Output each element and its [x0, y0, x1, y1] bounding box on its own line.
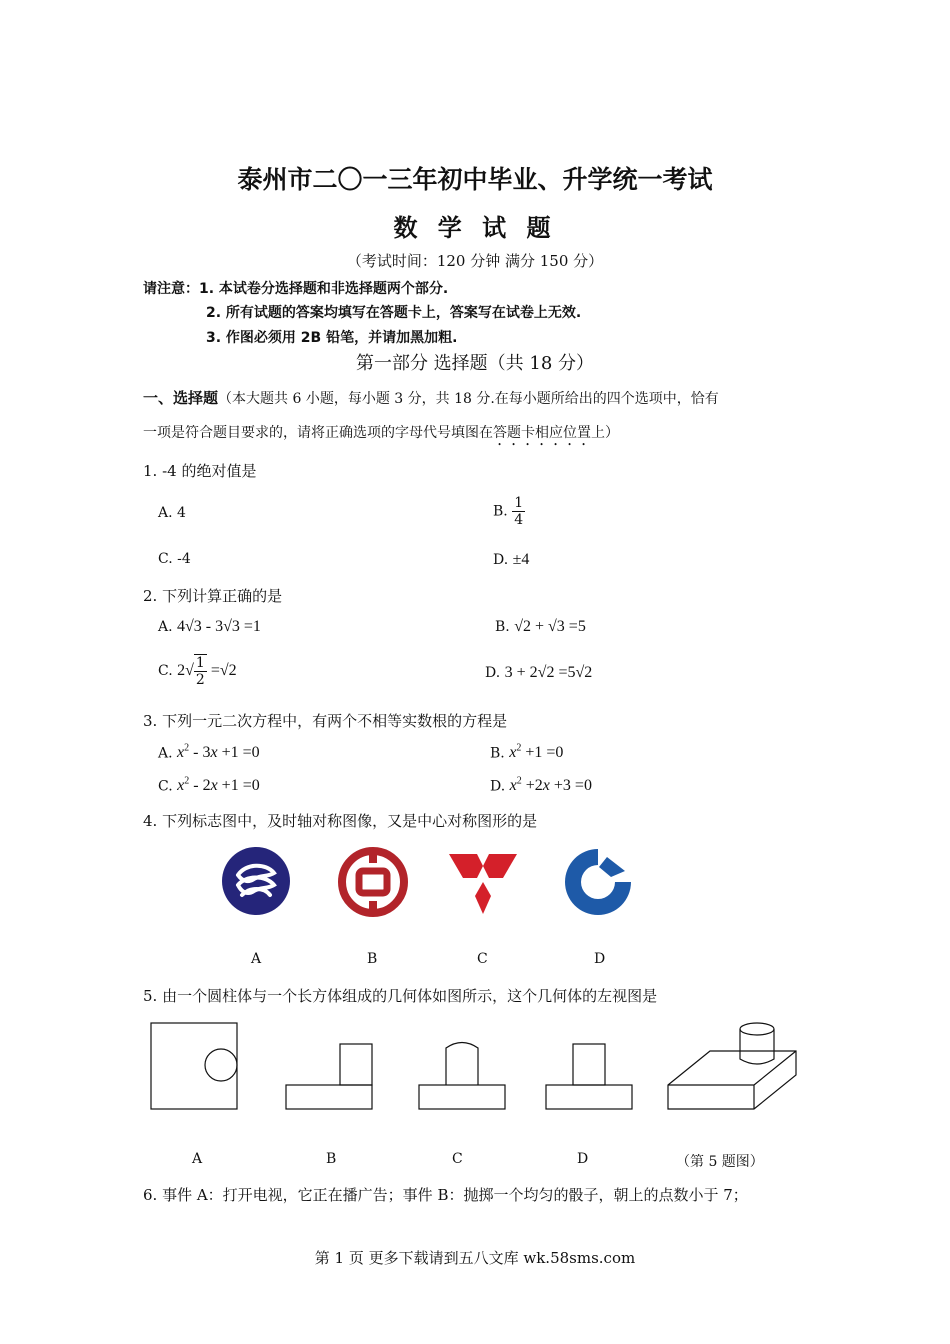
option-a — [158, 743, 260, 762]
option-a — [158, 618, 261, 636]
question-stem: 5. 由一个圆柱体与一个长方体组成的几何体如图所示，这个几何体的左视图是 — [143, 987, 658, 1005]
denominator: 4 — [514, 512, 524, 528]
option-label: D. — [485, 665, 501, 681]
option-c-top — [446, 1043, 478, 1086]
exam-info: （考试时间：120 分钟 满分 150 分） — [346, 252, 604, 270]
option-d — [490, 776, 592, 795]
china-mobile-logo — [220, 845, 292, 917]
page-title: 泰州市二〇一三年初中毕业、升学统一考试 — [237, 165, 713, 194]
question-stem: 3. 下列一元二次方程中，有两个不相等实数根的方程是 — [143, 712, 508, 730]
instructions-text: （本大题共 6 小题，每小题 3 分，共 18 分.在每小题所给出的四个选项中，恰有 — [218, 391, 719, 407]
option-c: C. -4 — [158, 551, 191, 567]
emphasis-text: 答题卡相应位置 — [493, 425, 591, 441]
option-b-base — [286, 1085, 372, 1109]
logo-label-b: B — [367, 951, 378, 967]
section-instructions — [143, 387, 719, 408]
math-expr: 4√3 - 3√3 =1 — [177, 618, 261, 635]
mitsubishi-style-logo — [447, 852, 519, 916]
option-label: A. — [158, 745, 173, 762]
instructions-text: 一项是符合题目要求的，请将正确选项的字母代号填图在 — [143, 425, 493, 441]
cylinder-top — [740, 1023, 774, 1035]
ccb-logo — [563, 847, 633, 917]
option-c — [158, 776, 260, 795]
option-label: B. — [490, 745, 505, 762]
option-d-top — [573, 1044, 605, 1085]
box-edges — [668, 1051, 796, 1109]
option-label: A. — [158, 619, 173, 635]
page-footer: 第 1 页 更多下载请到五八文库 wk.58sms.com — [314, 1249, 636, 1267]
math-expr: $x^2 +2x +3 =0$ — [509, 776, 592, 795]
cylinder-body — [740, 1029, 774, 1064]
math-expr: $x^2 +1 =0$ — [509, 743, 564, 762]
option-a-circle — [205, 1049, 237, 1081]
math-expr: 3 + 2√2 =5√2 — [504, 664, 593, 681]
notice-item: 3. 作图必须用 2B 铅笔，并请加黑加粗. — [206, 330, 458, 346]
logo-label-d: D — [594, 951, 606, 967]
figure-label-c: C — [452, 1151, 463, 1167]
question-5-figures — [140, 1015, 810, 1120]
option-label: C. — [158, 663, 173, 679]
option-a-square — [151, 1023, 237, 1109]
option-b-top — [340, 1044, 372, 1085]
fraction — [512, 495, 525, 528]
denominator: 2 — [195, 672, 205, 688]
option-label: B. — [493, 503, 508, 520]
option-label: B. — [495, 619, 510, 635]
notice-line-1 — [143, 278, 448, 298]
figure-label-d: D — [577, 1151, 589, 1167]
page-subtitle: 数 学 试 题 — [393, 214, 557, 242]
figure-label-b: B — [326, 1151, 337, 1167]
option-d-base — [546, 1085, 632, 1109]
option-d — [493, 551, 529, 569]
numerator: 1 — [514, 495, 524, 511]
option-b — [493, 495, 525, 528]
math-expr: $x^2 - 2x +1 =0$ — [177, 776, 260, 795]
question-stem: 2. 下列计算正确的是 — [143, 587, 283, 605]
numerator: 1 — [195, 655, 205, 671]
math-expr: ±4 — [512, 551, 530, 568]
math-expr: 2√ — [177, 662, 194, 679]
math-expr: $x^2 - 3x +1 =0$ — [177, 743, 260, 762]
math-expr: =√2 — [206, 662, 237, 679]
option-c-base — [419, 1085, 505, 1109]
logo-label-a: A — [251, 951, 262, 967]
logo-label-c: C — [477, 951, 488, 967]
figure-caption: （第 5 题图） — [676, 1154, 764, 1170]
option-label: D. — [493, 552, 509, 568]
question-stem: 6. 事件 A：打开电视，它正在播广告；事件 B：抛掷一个均匀的骰子，朝上的点数小于 7； — [143, 1186, 748, 1204]
bank-of-china-logo — [338, 847, 408, 917]
math-expr: √2 + √3 =5 — [514, 618, 586, 635]
option-label: C. — [158, 778, 173, 795]
option-d — [485, 664, 592, 682]
fraction — [194, 654, 207, 688]
notice-item: 1. 本试卷分选择题和非选择题两个部分. — [199, 281, 449, 297]
option-b — [490, 743, 563, 762]
instructions-line-2 — [143, 422, 619, 449]
instructions-text: 上） — [591, 425, 619, 441]
question-stem: 1. -4 的绝对值是 — [143, 462, 257, 480]
option-b — [495, 618, 586, 636]
section-label: 一、选择题 — [143, 389, 219, 407]
question-stem: 4. 下列标志图中，及时轴对称图像，又是中心对称图形的是 — [143, 812, 538, 830]
notice-prefix: 请注意： — [143, 281, 199, 297]
notice-item: 2. 所有试题的答案均填写在答题卡上，答案写在试卷上无效. — [206, 305, 582, 321]
figure-label-a: A — [192, 1151, 203, 1167]
option-c — [158, 654, 237, 688]
option-label: D. — [490, 778, 506, 795]
option-a: A. 4 — [158, 505, 186, 521]
part-heading: 第一部分 选择题（共 18 分） — [355, 353, 595, 374]
box-outline — [668, 1051, 796, 1109]
